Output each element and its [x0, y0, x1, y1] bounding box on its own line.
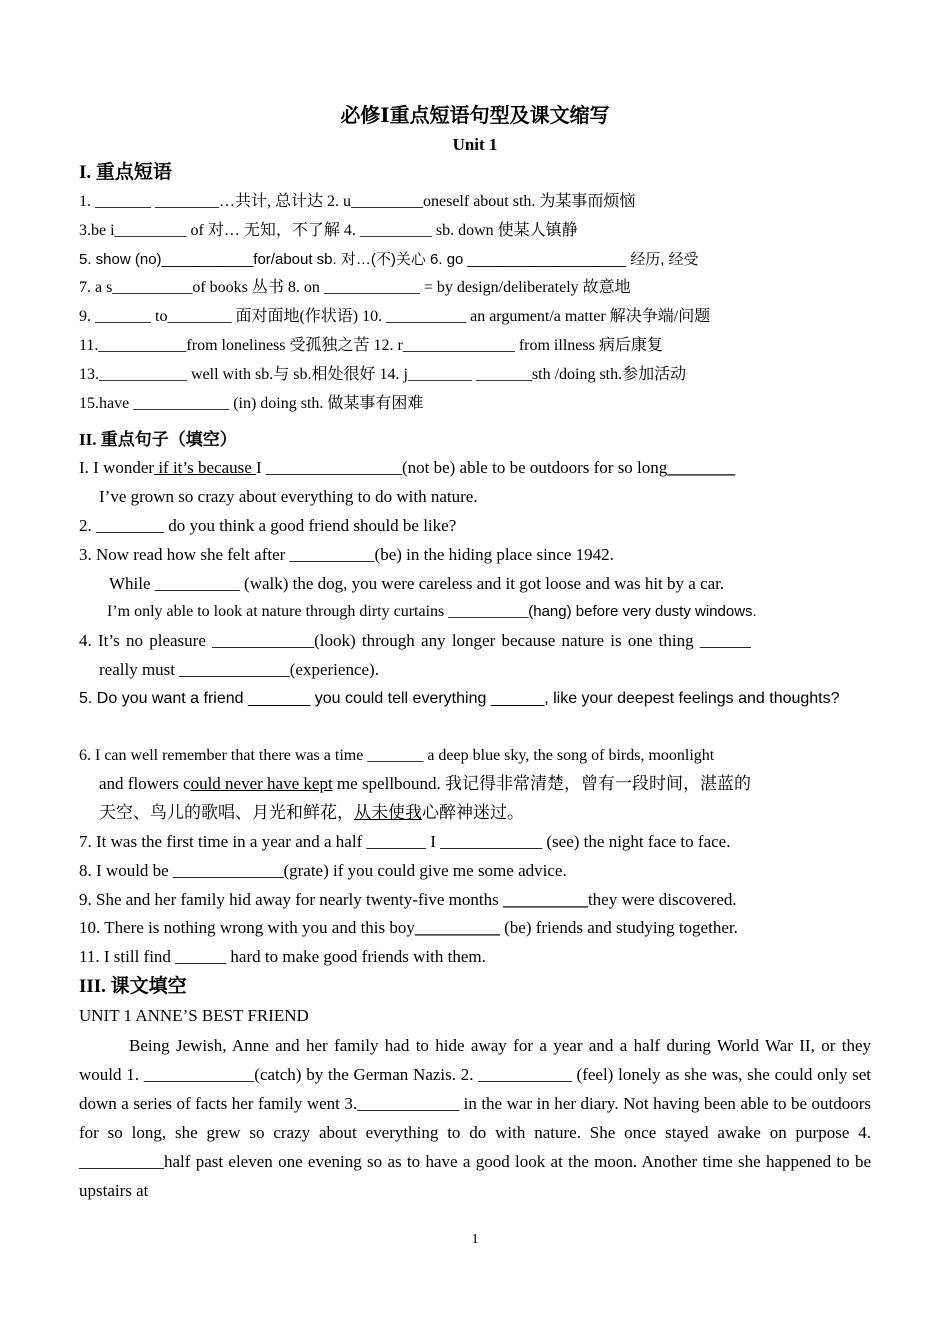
- sentence-6: 6. I can well remember that there was a time _______ a deep blue sky, the song of birds, moonlight: [79, 746, 715, 764]
- section-heading-sentences: II. 重点句子（填空）: [79, 430, 237, 450]
- sentence-9: 9. She and her family hid away for nearly twenty-five months __________they were discovered.: [79, 889, 737, 909]
- answer-blank: ________: [667, 458, 736, 478]
- sentence-3b: While __________ (walk) the dog, you were careless and it got loose and was hit by a car.: [109, 573, 725, 593]
- sentence-7: 7. It was the first time in a year and a half _______ I ____________ (see) the night face to face.: [79, 831, 731, 851]
- phrase-line: 11.___________from loneliness 受孤独之苦 12. r______________ from illness 病后康复: [79, 336, 663, 354]
- page-number: 1: [471, 1232, 479, 1247]
- answer-blank: __________: [414, 918, 500, 938]
- phrase-line: 3.be i_________ of 对… 无知，不了解 4. _________ sb. down 使某人镇静: [79, 221, 578, 239]
- section-heading-text-fill: III. 课文填空: [79, 975, 187, 997]
- passage-title: UNIT 1 ANNE’S BEST FRIEND: [79, 1005, 309, 1025]
- phrase-line: 7. a s__________of books 丛书 8. on ____________ = by design/deliberately 故意地: [79, 279, 631, 297]
- section-heading-phrases: I. 重点短语: [79, 162, 172, 183]
- answer-blank: __________: [502, 889, 588, 909]
- sentence-2: 2. ________ do you think a good friend should be like?: [79, 515, 457, 535]
- sentence-1-cont: I’ve grown so crazy about everything to do with nature.: [99, 487, 478, 507]
- phrase-line: 5. show (no)___________for/about sb. 对…(不)关心 6. go ___________________ 经历, 经受: [79, 250, 699, 268]
- unit-title: Unit 1: [452, 135, 498, 154]
- sentence-4-cont: really must _____________(experience).: [99, 659, 379, 679]
- phrase-line: 9. _______ to________ 面对面地(作状语) 10. __________ an argument/a matter 解决争端/问题: [79, 308, 711, 326]
- underlined-phrase: 从未使我: [354, 803, 422, 823]
- sentence-list: [79, 454, 871, 972]
- document-title: 必修Ⅰ重点短语句型及课文缩写: [340, 105, 610, 127]
- phrase-line: 1. _______ ________…共计, 总计达 2. u_________oneself about sth. 为某事而烦恼: [79, 193, 636, 210]
- document-page: [79, 100, 871, 1205]
- phrase-line: 15.have ____________ (in) doing sth. 做某事有困难: [79, 394, 424, 412]
- underlined-phrase: if it’s because: [154, 458, 257, 478]
- passage-paragraph: Being Jewish, Anne and her family had to hide away for a year and a half during World War II, or they would 1. _____________(catch) by the German Nazis. 2. ___________ (feel) lonely as she was, she could only set down a series of facts her family went 3.____________ in the war in her diary. Not having been able to be outdoors for so long, she grew so crazy about everything to do with nature. She once stayed awake on purpose 4. __________half past eleven one evening so as to have a good look at the moon. Another time she happened to be upstairs at: [79, 1035, 871, 1200]
- phrase-list: [79, 188, 871, 418]
- phrase-line: 13.___________ well with sb.与 sb.相处很好 14. j________ _______sth /doing sth.参加活动: [79, 365, 687, 383]
- sentence-3c: I’m only able to look at nature through dirty curtains __________(hang) before very dusty windows.: [107, 603, 757, 621]
- sentence-8: 8. I would be _____________(grate) if you could give me some advice.: [79, 860, 567, 880]
- sentence-5: 5. Do you want a friend _______ you could tell everything ______, like your deepest feelings and thoughts?: [79, 689, 840, 707]
- sentence-6-translation: 天空、鸟儿的歌唱、月光和鲜花，从未使我心醉神迷过。: [99, 803, 524, 823]
- sentence-1: I. I wonder if it’s because I ________________(not be) able to be outdoors for so long________: [79, 458, 736, 478]
- sentence-6-cont: and flowers could never have kept me spellbound. 我记得非常清楚，曾有一段时间，湛蓝的: [99, 774, 752, 794]
- sentence-4: 4. It’s no pleasure ____________(look) through any longer because nature is one thing ______: [79, 631, 751, 651]
- sentence-3: 3. Now read how she felt after __________(be) in the hiding place since 1942.: [79, 544, 614, 564]
- underlined-phrase: ould never have kept: [190, 774, 333, 794]
- sentence-10: 10. There is nothing wrong with you and this boy__________ (be) friends and studying together.: [79, 918, 738, 938]
- sentence-11: 11. I still find ______ hard to make good friends with them.: [79, 947, 486, 967]
